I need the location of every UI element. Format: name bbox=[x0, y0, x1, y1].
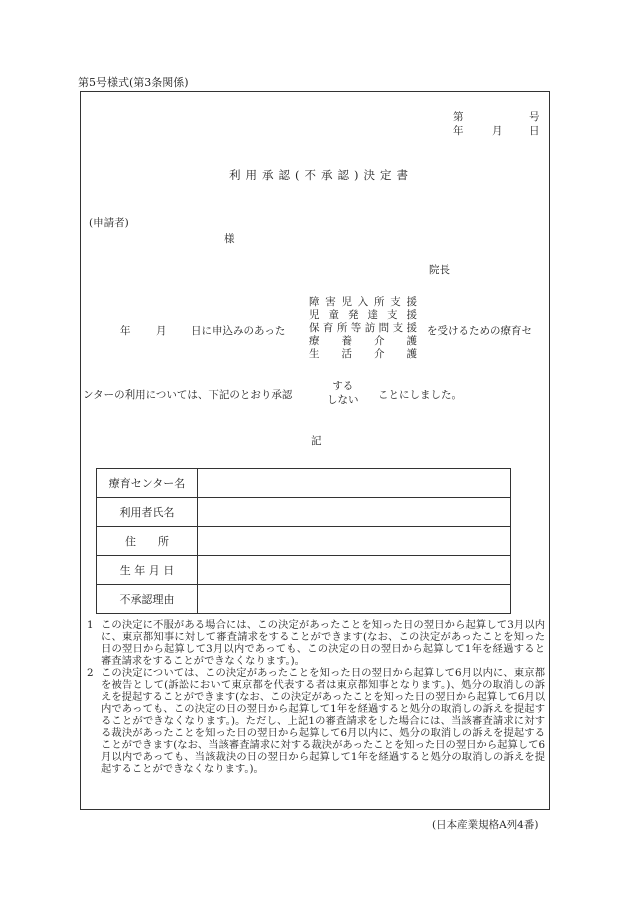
table-row-label: 利用者氏名 bbox=[97, 498, 198, 527]
service-type-item: 保育所等訪問支援 bbox=[309, 322, 417, 334]
form-number-label: 第5号様式(第3条関係) bbox=[78, 76, 189, 89]
number-go: 号 bbox=[529, 111, 540, 123]
approval-choice bbox=[327, 379, 359, 407]
date-month: 月 bbox=[492, 125, 503, 137]
table-row-value bbox=[198, 469, 511, 498]
applicant-label: (申請者) bbox=[89, 217, 129, 229]
note-text: この決定については、この決定があったことを知った日の翌日から起算して6月以内に、東京都を被告として(訴訟において東京都を代表する者は東京都知事となります。)、処分の取消しの訴えを提起することができます(なお、この決定があったことを知った日の翌日から起算して6月以内であっても、この決定の日の翌日から起算して1年を経過すると処分の取消しの訴えを提起することができなくなります。)。ただし、上記1の審査請求をした場合には、当該審査請求に対する裁決があったことを知った日の翌日から起算して6月以内に、処分の取消しの訴えを提起することができます(なお、当該審査請求に対する裁決があったことを知った日の翌日から起算して6月以内であっても、当該裁決の日の翌日から起算して1年を経過すると処分の取消しの訴えを提起することができなくなります。)。 bbox=[101, 667, 545, 775]
form-frame bbox=[80, 91, 550, 810]
table-row bbox=[97, 556, 511, 585]
table-row-label: 療育センター名 bbox=[97, 469, 198, 498]
paper-standard: (日本産業規格A列4番) bbox=[432, 819, 539, 831]
number-dai: 第 bbox=[453, 111, 464, 123]
table-row-value bbox=[198, 527, 511, 556]
table-row-value bbox=[198, 585, 511, 614]
body-after-services: を受けるための療育セ bbox=[427, 325, 532, 337]
body-date-month: 月 bbox=[156, 325, 167, 337]
service-type-item: 療養介護 bbox=[309, 335, 417, 347]
body-date-year: 年 bbox=[120, 325, 131, 337]
document-title: 利用承認(不承認)決定書 bbox=[229, 168, 413, 182]
note-text: この決定に不服がある場合には、この決定があったことを知った日の翌日から起算して3月以内に、東京都知事に対して審査請求をすることができます(なお、この決定があったことを知った日の翌日から起算して3月以内であっても、この決定の日の翌日から起算して1年を経過すると審査請求をすることができなくなります。)。 bbox=[101, 619, 545, 667]
body-line2-prefix: ンターの利用については、下記のとおり承認 bbox=[83, 389, 293, 401]
note-number: 2 bbox=[87, 667, 94, 679]
choice-suru: する bbox=[332, 380, 354, 392]
note-item bbox=[87, 667, 545, 775]
body-date-suffix: 日に申込みのあった bbox=[191, 325, 286, 337]
table-row-label: 不承認理由 bbox=[97, 585, 198, 614]
service-types bbox=[309, 296, 417, 361]
service-type-item: 生活介護 bbox=[309, 348, 417, 360]
note-item bbox=[87, 619, 545, 667]
table-row bbox=[97, 469, 511, 498]
service-type-item: 障害児入所支援 bbox=[309, 296, 417, 308]
notes bbox=[87, 619, 545, 775]
table-row bbox=[97, 585, 511, 614]
ki-label: 記 bbox=[311, 435, 322, 447]
sender-incho: 院長 bbox=[429, 264, 450, 276]
body-line2-suffix: ことにしました。 bbox=[378, 389, 462, 401]
table-row bbox=[97, 498, 511, 527]
choice-shinai: しない bbox=[327, 394, 359, 406]
table-row-value bbox=[198, 498, 511, 527]
table-row-label: 生 年 月 日 bbox=[97, 556, 198, 585]
record-table bbox=[96, 468, 511, 614]
date-day: 日 bbox=[529, 125, 540, 137]
table-row-label: 住 所 bbox=[97, 527, 198, 556]
service-type-item: 児童発達支援 bbox=[309, 309, 417, 321]
table-row-value bbox=[198, 556, 511, 585]
table-row bbox=[97, 527, 511, 556]
note-number: 1 bbox=[87, 619, 94, 631]
date-year: 年 bbox=[453, 125, 464, 137]
applicant-sama: 様 bbox=[224, 233, 235, 245]
